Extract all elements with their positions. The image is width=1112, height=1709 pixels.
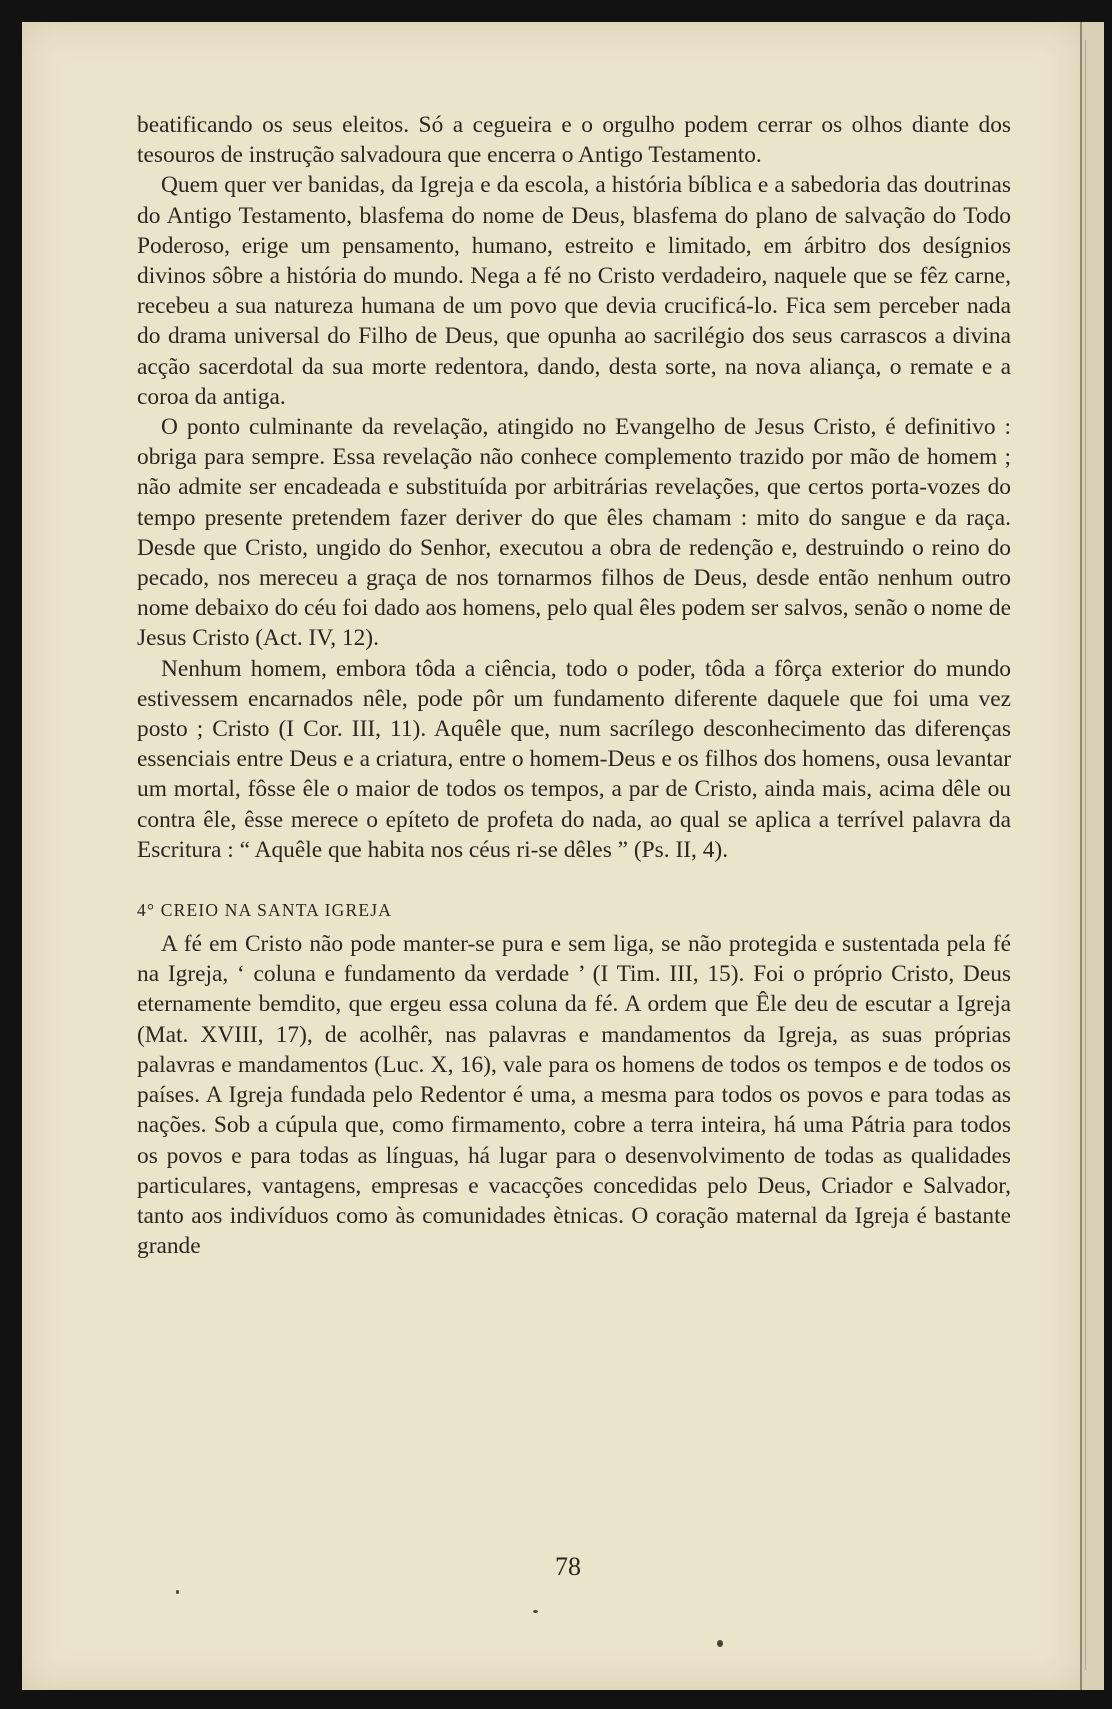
ink-speck [533,1610,538,1613]
ink-speck [176,1590,179,1594]
paragraph-4: Nenhum homem, embora tôda a ciência, todo o poder, tôda a fôrça exterior do mundo estivessem encarnados nêle, pode pôr um fundamento diferente daquele que foi uma vez posto ; Cristo (I Cor. III, 11). Aquêle que, num sacrílego desconhecimento das diferenças essenciais entre Deus e a criatura, entre o homem-Deus e os filhos dos homens, ousa levantar um mortal, fôsse êle o maior de todos os tempos, a par de Cristo, ainda mais, acima dêle ou contra êle, êsse merece o epíteto de profeta do nada, ao qual se aplica a terrível palavra da Escritura : “ Aquêle que habita nos céus ri-se dêles ” (Ps. II, 4). [137,655,1011,863]
section-paragraph: A fé em Cristo não pode manter-se pura e sem liga, se não protegida e sustentada pela fé na Igreja, ‘ coluna e fundamento da verdade ’ (I Tim. III, 15). Foi o próprio Cristo, Deus eternamente bemdito, que ergeu essa coluna da fé. A ordem que Êle deu de escutar a Igreja (Mat. XVIII, 17), de acolhêr, nas palavras e mandamentos da Igreja, as suas próprias palavras e mandamentos (Luc. X, 16), vale para os homens de todos os tempos e de todos os países. A Igreja fundada pelo Redentor é uma, a mesma para todos os povos e para todas as nações. Sob a cúpula que, como firmamento, cobre a terra inteira, há uma Pátria para todos os povos e para todas as línguas, há lugar para o desenvolvimento de todas as qualidades particulares, vantagens, empresas e vacacções concedidas pelo Deus, Criador e Salvador, tanto aos indivíduos como às comunidades ètnicas. O coração maternal da Igreja é bastante grande [137,931,1011,1260]
section-heading: 4° CREIO NA SANTA IGREJA [137,900,393,921]
body-text [137,110,1011,1261]
paragraph-2: Quem quer ver banidas, da Igreja e da escola, a história bíblica e a sabedoria das doutrinas do Antigo Testamento, blasfema do nome de Deus, blasfema do plano de salvação do Todo Poderoso, erige um pensamento, humano, estreito e limitado, em árbitro dos desígnios divinos sôbre a história do mundo. Nega a fé no Cristo verdadeiro, naquele que se fêz carne, recebeu a sua natureza humana de um povo que devia crucificá-lo. Fica sem perceber nada do drama universal do Filho de Deus, que opunha ao sacrilégio dos seus carrascos a divina acção sacerdotal da sua morte redentora, dando, desta sorte, na nova aliança, o remate e a coroa da antiga. [137,172,1011,410]
page-edge-line [1085,40,1086,1670]
page-edge [1080,22,1104,1690]
ink-speck [717,1640,723,1647]
paragraph-1: beatificando os seus eleitos. Só a cegueira e o orgulho podem cerrar os olhos diante dos tesouros de instrução salvadoura que encerra o Antigo Testamento. [137,112,1011,169]
paragraph-3: O ponto culminante da revelação, atingido no Evangelho de Jesus Cristo, é definitivo : obriga para sempre. Essa revelação não conhece complemento trazido por mão de homem ; não admite ser encadeada e substituída por arbitrárias revelações, que certos porta-vozes do tempo presente pretendem fazer deriver do que êles chamam : mito do sangue e da raça. Desde que Cristo, ungido do Senhor, executou a obra de redenção e, destruindo o reino do pecado, nos mereceu a graça de nos tornarmos filhos de Deus, desde então nenhum outro nome debaixo do céu foi dado aos homens, pelo qual êles podem ser salvos, senão o nome de Jesus Cristo (Act. IV, 12). [137,414,1011,652]
page-number: 78 [555,1552,581,1581]
